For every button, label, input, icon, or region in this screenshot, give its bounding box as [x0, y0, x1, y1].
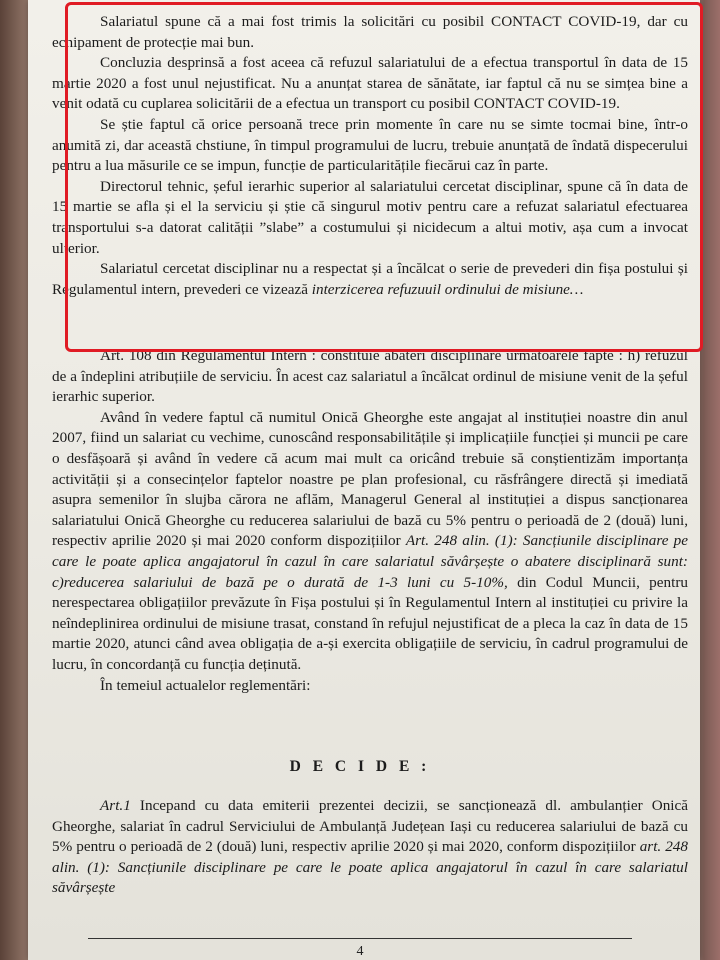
paragraph-2: Concluzia desprinsă a fost aceea că refuzul salariatului de a efectua transportul în data de 15 martie 2020 a fost unul nejustificat. Nu a anunțat starea de sănătate, iar faptul că nu se simțea bine a venit odată cu cuplarea solicitării de a efectua un transport cu posibil CONTACT COVID-19. — [52, 54, 688, 113]
paragraph-4: Directorul tehnic, șeful ierarhic superior al salariatului cercetat disciplinar, spune că în data de 15 martie se afla și el la serviciu și știe că singurul motiv pentru care a refuzat salariatul efectuarea transportului s-a datorat calității ”slabe” a costumului și nicidecum a altui motiv, așa cum a invocat ulterior. — [52, 177, 688, 257]
paragraph-7-italic: Art. 248 alin. (1): Sancțiunile disciplinare pe care le poate aplica angajatorul în cazul în care salariatul săvârșește o abatere disciplinară sunt: c)reducerea salariului de bază pe o durată de 1-3 luni cu 5-10%, — [52, 532, 688, 591]
article-1-block — [52, 796, 688, 899]
paragraph-5-italic: interzicerea refuzuuil ordinului de misiune… — [311, 280, 584, 298]
paragraph-6: Art. 108 din Regulamentul Intern : constituie abateri disciplinare următoarele fapte : h) refuzul de a îndeplini atribuțiile de serviciu. În acest caz salariatul a încălcat ordinul de misiune venit de la șeful ierarhic superior. — [52, 347, 688, 406]
footer-rule — [88, 938, 632, 939]
paragraph-7-text-b: din Codul Muncii, pentru nerespectarea obligațiilor prevăzute în Fișa postului și în Regulamentul Intern al instituției cu privire la neîndeplinirea ordinului de misiune trasat, constand în refujul nejustificat de a pleca la caz în data de 15 martie 2020, atunci când avea obligația de a-și exercita obligațiile de serviciu, în cadrul programului de lucru, în concordanță cu funcția deținută. — [52, 573, 688, 673]
article-1-italic: art. 248 alin. (1): Sancțiunile disciplinare pe care le poate aplica angajatorul în cazul în care salariatul săvârșește — [52, 838, 688, 897]
page-number: 4 — [356, 944, 364, 959]
article-1 — [52, 796, 688, 899]
red-highlight-box — [65, 2, 703, 352]
article-1-label: Art.1 — [100, 797, 131, 814]
paragraph-5-text: Salariatul cercetat disciplinar nu a respectat și a încălcat o serie de prevederi din fișa postului și Regulamentul intern, prevederi ce vizează — [52, 260, 688, 298]
decide-heading: D E C I D E : — [289, 758, 431, 775]
paragraph-7 — [52, 408, 688, 676]
body-text-block — [52, 346, 688, 696]
paragraph-7-text-a: Având în vedere faptul că numitul Onică Gheorghe este angajat al instituției noastre din anul 2007, fiind un salariat cu vechime, cunoscând responsabilitățile și implicațiile funcției și muncii pe care o desfășoară și având în vedere că acum mai mult ca oricând trebuie să conștientizăm importanța activității și a consecințelor faptelor noastre pe plan profesional, cu răsfrângere directă și imediată asupra semenilor în slujba cărora ne aflăm, Managerul General al instituției a dispus sancționarea salariatului Onică Gheorghe cu reducerea salariului de bază cu 5% pentru o perioadă de 2 (două) luni, respectiv aprilie 2020 și mai 2020 conform dispozițiilor — [52, 408, 688, 550]
article-1-text: Incepand cu data emiterii prezentei decizii, se sancționează dl. ambulanțier Onică Gheorghe, salariat în cadrul Serviciului de Ambulanță Județean Iași cu reducerea salariului de bază cu 5% pentru o perioadă de 2 (două) luni, respectiv aprilie 2020 și mai 2020, conform dispozițiilor — [52, 797, 688, 856]
paragraph-3: Se știe faptul că orice persoană trece prin momente în care nu se simte tocmai bine, într-o anumită zi, dar această chstiune, în timpul programului de lucru, trebuie anunțată de îndată dispecerului pentru a lua măsurile ce se impun, funcție de particularitățile fiecărui caz în parte. — [52, 115, 688, 175]
paragraph-1: Salariatul spune că a mai fost trimis la solicitări cu posibil CONTACT COVID-19, dar cu echipament de protecție mai bun. — [52, 13, 688, 51]
paragraph-8: În temeiul actualelor reglementări: — [100, 676, 311, 694]
